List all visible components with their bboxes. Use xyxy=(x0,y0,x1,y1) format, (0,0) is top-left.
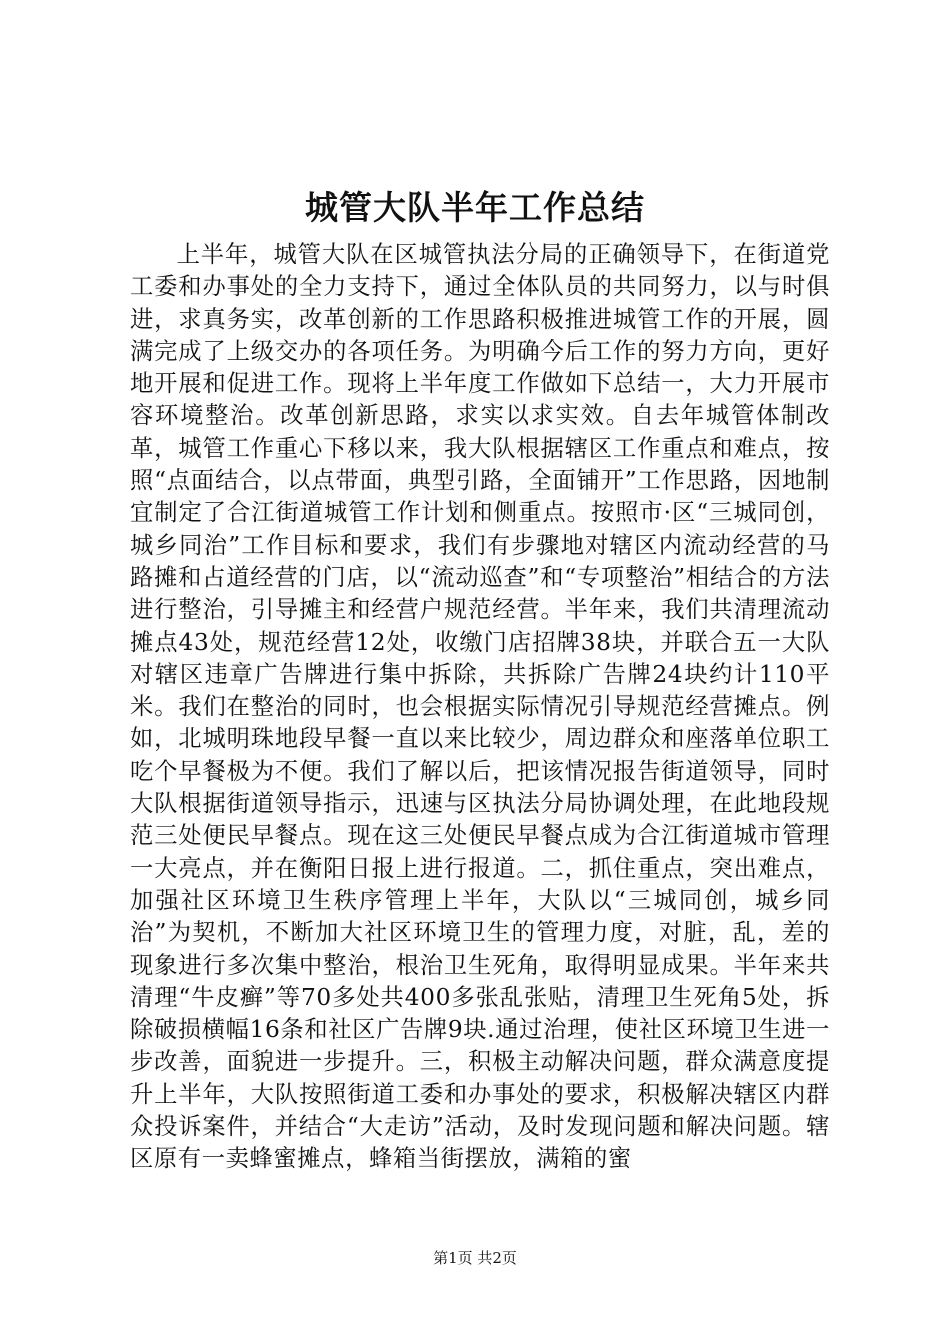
document-body: 上半年，城管大队在区城管执法分局的正确领导下，在街道党工委和办事处的全力支持下，通过全体队员的共同努力，以与时俱进，求真务实，改革创新的工作思路积极推进城管工作的开展，圆满完成了上级交办的各项任务。为明确今后工作的努力方向，更好地开展和促进工作。现将上半年度工作做如下总结一，大力开展市容环境整治。改革创新思路，求实以求实效。自去年城管体制改革，城管工作重心下移以来，我大队根据辖区工作重点和难点，按照“点面结合，以点带面，典型引路，全面铺开”工作思路，因地制宜制定了合江街道城管工作计划和侧重点。按照市·区“三城同创，城乡同治”工作目标和要求，我们有步骤地对辖区内流动经营的马路摊和占道经营的门店，以“流动巡查”和“专项整治”相结合的方法进行整治，引导摊主和经营户规范经营。半年来，我们共清理流动摊点43处，规范经营12处，收缴门店招牌38块，并联合五一大队对辖区违章广告牌进行集中拆除，共拆除广告牌24块约计110平米。我们在整治的同时，也会根据实际情况引导规范经营摊点。例如，北城明珠地段早餐一直以来比较少，周边群众和座落单位职工吃个早餐极为不便。我们了解以后，把该情况报告街道领导，同时大队根据街道领导指示，迅速与区执法分局协调处理，在此地段规范三处便民早餐点。现在这三处便民早餐点成为合江街道城市管理一大亮点，并在衡阳日报上进行报道。二，抓住重点，突出难点，加强社区环境卫生秩序管理上半年，大队以“三城同创，城乡同治”为契机，不断加大社区环境卫生的管理力度，对脏，乱，差的现象进行多次集中整治，根治卫生死角，取得明显成果。半年来共清理“牛皮癣”等70多处共400多张乱张贴，清理卫生死角5处，拆除破损横幅16条和社区广告牌9块.通过治理，使社区环境卫生进一步改善，面貌进一步提升。三，积极主动解决问题，群众满意度提升上半年，大队按照街道工委和办事处的要求，积极解决辖区内群众投诉案件，并结合“大走访”活动，及时发现问题和解决问题。辖区原有一卖蜂蜜摊点，蜂箱当街摆放，满箱的蜜 xyxy=(130,241,830,1173)
page-footer: 第1页 共2页 xyxy=(433,1249,517,1267)
document-title: 城管大队半年工作总结 xyxy=(305,188,645,227)
